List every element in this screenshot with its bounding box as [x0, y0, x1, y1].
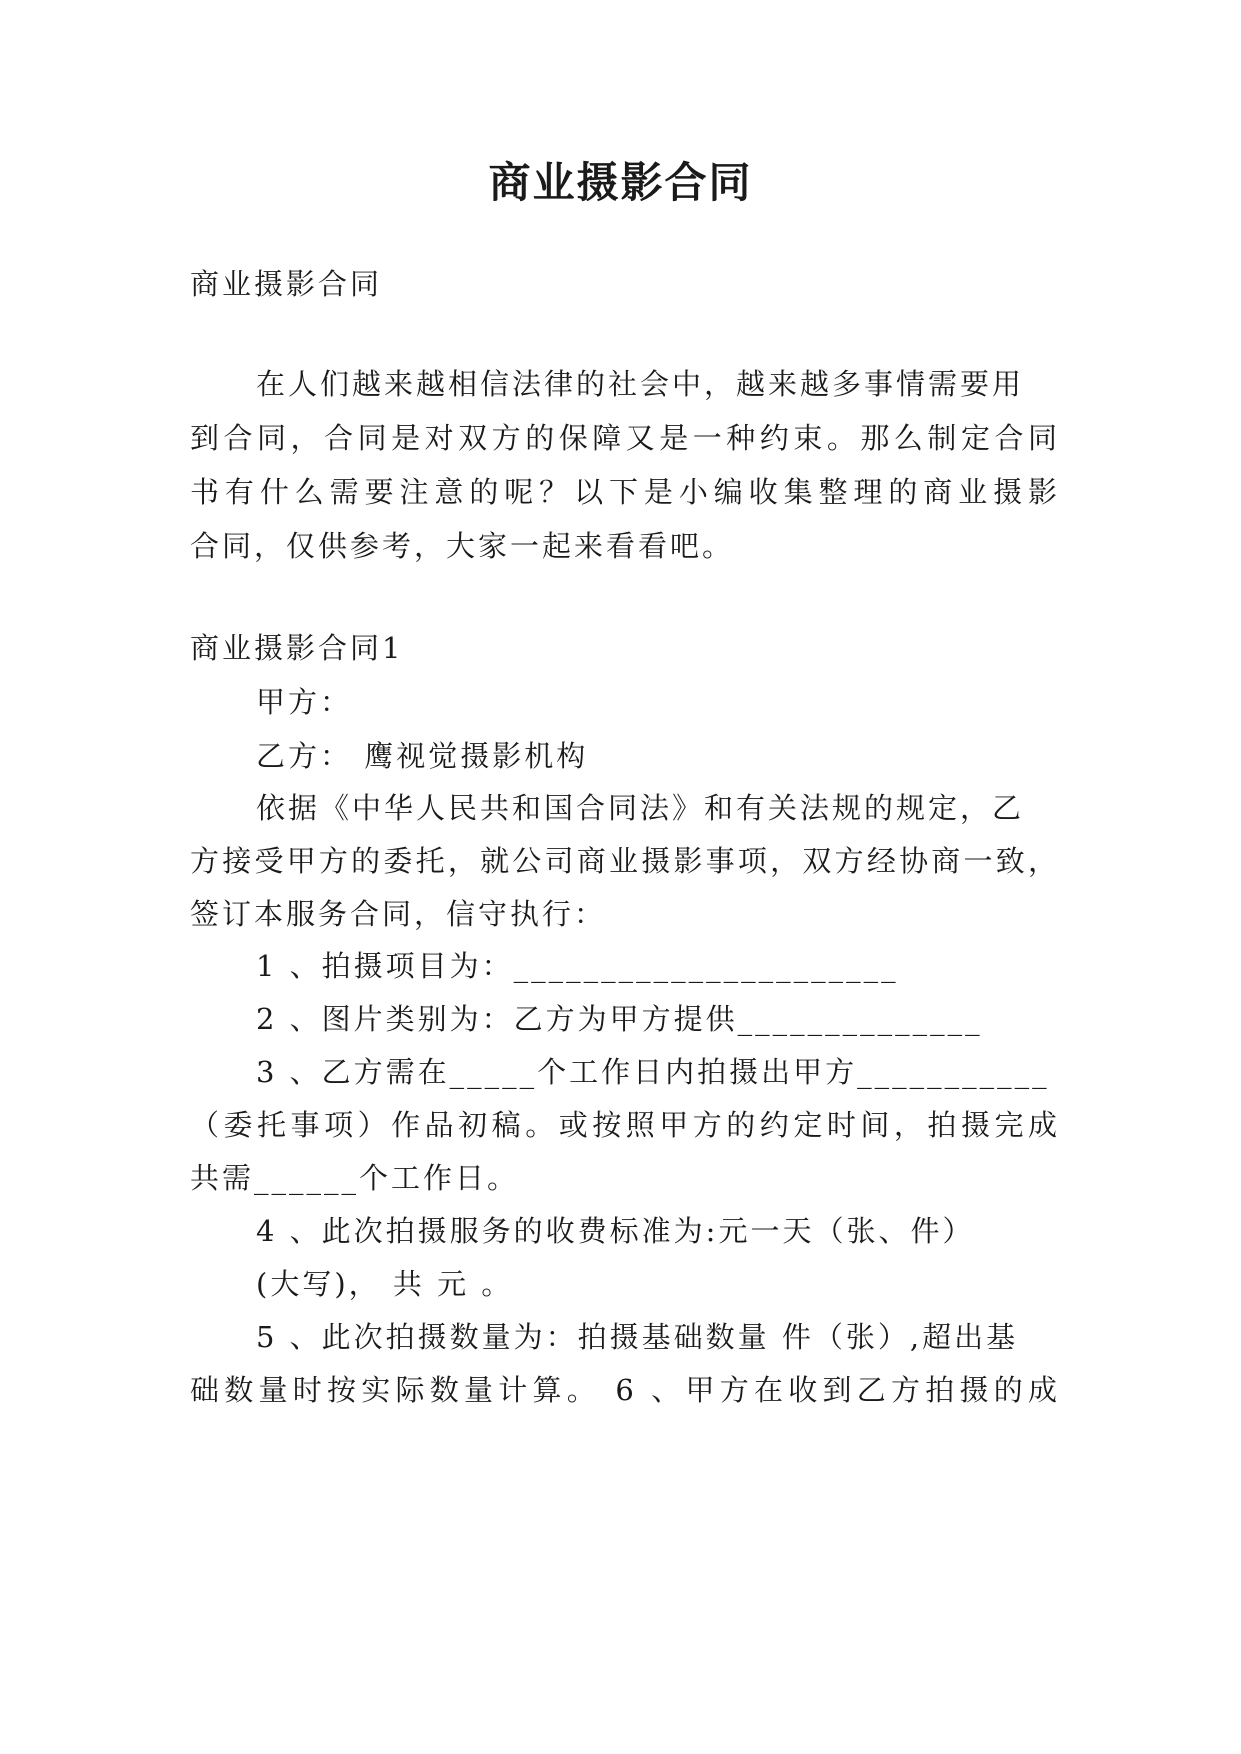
intro-line: 书有什么需要注意的呢？以下是小编收集整理的商业摄影 [190, 475, 1060, 509]
clause-line: 3 、乙方需在_____个工作日内拍摄出甲方___________ [256, 1055, 1050, 1089]
intro-line: 在人们越来越相信法律的社会中，越来越多事情需要用 [256, 367, 1025, 401]
clause-line: （委托事项）作品初稿。或按照甲方的约定时间，拍摄完成 [190, 1108, 1060, 1142]
clause-line: 1 、拍摄项目为：______________________ [256, 949, 899, 983]
document-subtitle: 商业摄影合同 [190, 267, 383, 301]
document-title: 商业摄影合同 [488, 158, 753, 207]
intro-line: 合同，仅供参考，大家一起来看看吧。 [190, 529, 735, 563]
clause-line: 共需______个工作日。 [190, 1161, 520, 1195]
basis-line: 依据《中华人民共和国合同法》和有关法规的规定，乙 [256, 791, 1025, 825]
clause-line: 2 、图片类别为：乙方为甲方提供______________ [256, 1002, 983, 1036]
clause-line: 础数量时按实际数量计算。 6 、甲方在收到乙方拍摄的成 [190, 1373, 1060, 1407]
party-a: 甲方： [256, 685, 353, 719]
basis-line: 方接受甲方的委托，就公司商业摄影事项，双方经协商一致， [190, 844, 1060, 878]
clause-line: (大写)， 共 元 。 [256, 1267, 514, 1301]
basis-line: 签订本服务合同，信守执行： [190, 897, 607, 931]
party-b: 乙方： 鹰视觉摄影机构 [256, 739, 589, 773]
intro-line: 到合同，合同是对双方的保障又是一种约束。那么制定合同 [190, 421, 1060, 455]
section-heading: 商业摄影合同1 [190, 631, 404, 665]
clause-line: 4 、此次拍摄服务的收费标准为:元一天（张、件） [256, 1214, 975, 1248]
clause-line: 5 、此次拍摄数量为：拍摄基础数量 件（张）,超出基 [256, 1320, 1019, 1354]
